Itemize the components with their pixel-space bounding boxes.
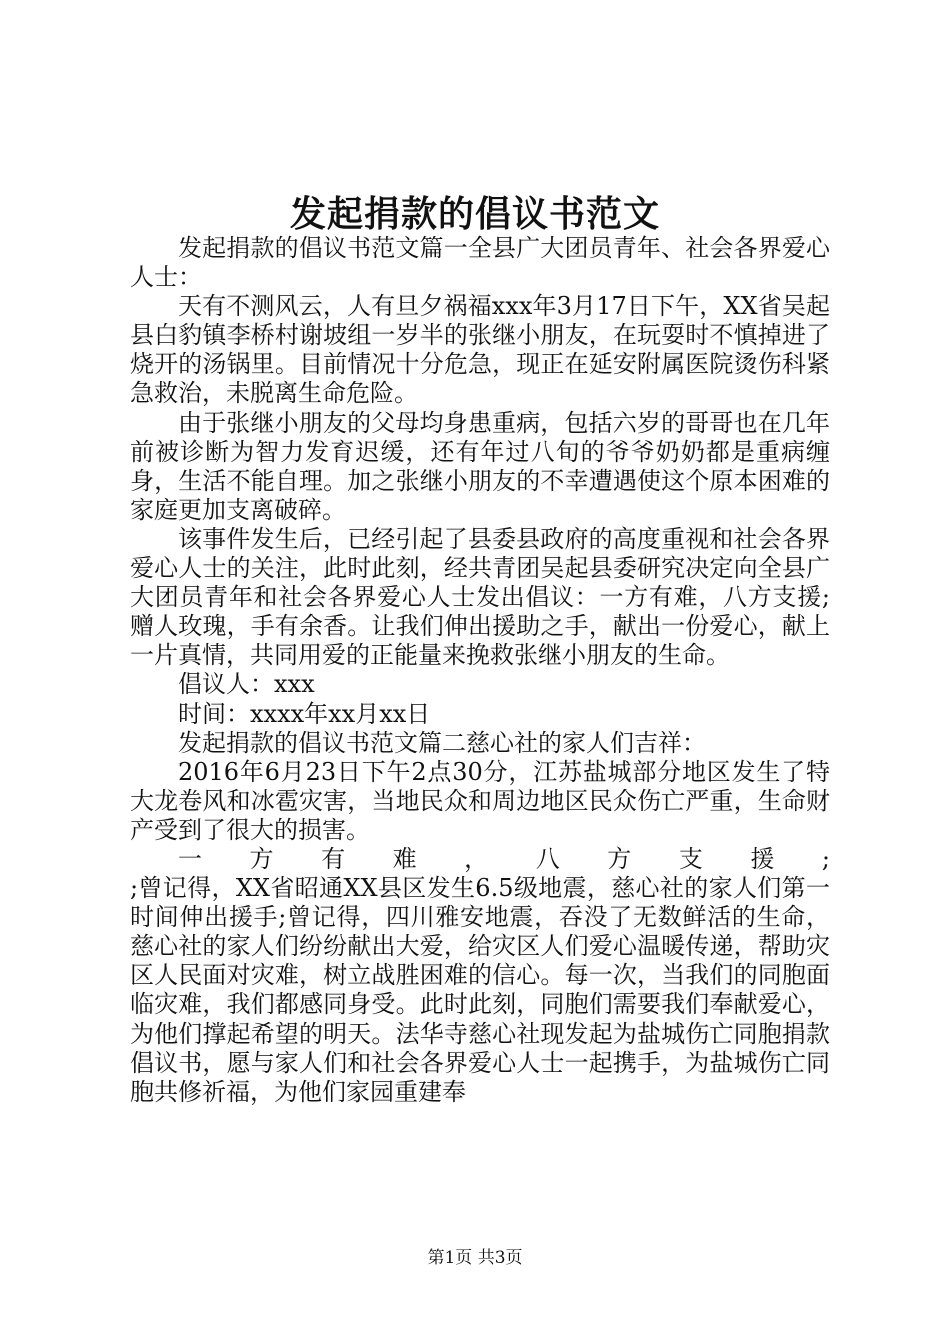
document-body <box>130 234 830 1107</box>
paragraph-6: 2016年6月23日下午2点30分，江苏盐城部分地区发生了特大龙卷风和冰雹灾害，当地民众和周边地区民众伤亡严重，生命财产受到了很大的损害。 <box>130 757 830 844</box>
paragraph-2: 天有不测风云，人有旦夕祸福xxx年3月17日下午，XX省吴起县白豹镇李桥村谢坡组一岁半的张继小朋友，在玩耍时不慎掉进了烧开的汤锅里。目前情况十分危急，现正在延安附属医院烫伤科紧急救治，未脱离生命危险。 <box>130 292 830 408</box>
page-footer: 第1页 共3页 <box>427 1248 523 1268</box>
paragraph-5: 发起捐款的倡议书范文篇二慈心社的家人们吉祥： <box>178 728 706 757</box>
document-title: 发起捐款的倡议书范文 <box>289 194 660 235</box>
paragraph-7: 一 方 有 难 ， 八 方 支 援 ; <box>178 844 830 873</box>
paragraph-1: 发起捐款的倡议书范文篇一全县广大团员青年、社会各界爱心人士： <box>130 234 830 292</box>
paragraph-3: 由于张继小朋友的父母均身患重病，包括六岁的哥哥也在几年前被诊断为智力发育迟缓，还有年过八旬的爷爷奶奶都是重病缠身，生活不能自理。加之张继小朋友的不幸遭遇使这个原本困难的家庭更加支离破碎。 <box>130 408 830 524</box>
paragraph-8: ;曾记得，XX省昭通XX县区发生6.5级地震，慈心社的家人们第一时间伸出援手;曾记得，四川雅安地震，吞没了无数鲜活的生命，慈心社的家人们纷纷献出大爱，给灾区人们爱心温暖传递，帮助灾区人民面对灾难，树立战胜困难的信心。每一次，当我们的同胞面临灾难，我们都感同身受。此时此刻，同胞们需要我们奉献爱心，为他们撑起希望的明天。法华寺慈心社现发起为盐城伤亡同胞捐款倡议书，愿与家人们和社会各界爱心人士一起携手，为盐城伤亡同胞共修祈福，为他们家园重建奉 <box>130 874 830 1106</box>
paragraph-4: 该事件发生后，已经引起了县委县政府的高度重视和社会各界爱心人士的关注，此时此刻，经共青团吴起县委研究决定向全县广大团员青年和社会各界爱心人士发出倡议：一方有难，八方支援;赠人玫瑰，手有余香。让我们伸出援助之手，献出一份爱心，献上一片真情，共同用爱的正能量来挽救张继小朋友的生命。 <box>130 524 830 670</box>
proposer-line: 倡议人：xxx <box>178 670 315 699</box>
date-line: 时间：xxxx年xx月xx日 <box>178 699 431 728</box>
